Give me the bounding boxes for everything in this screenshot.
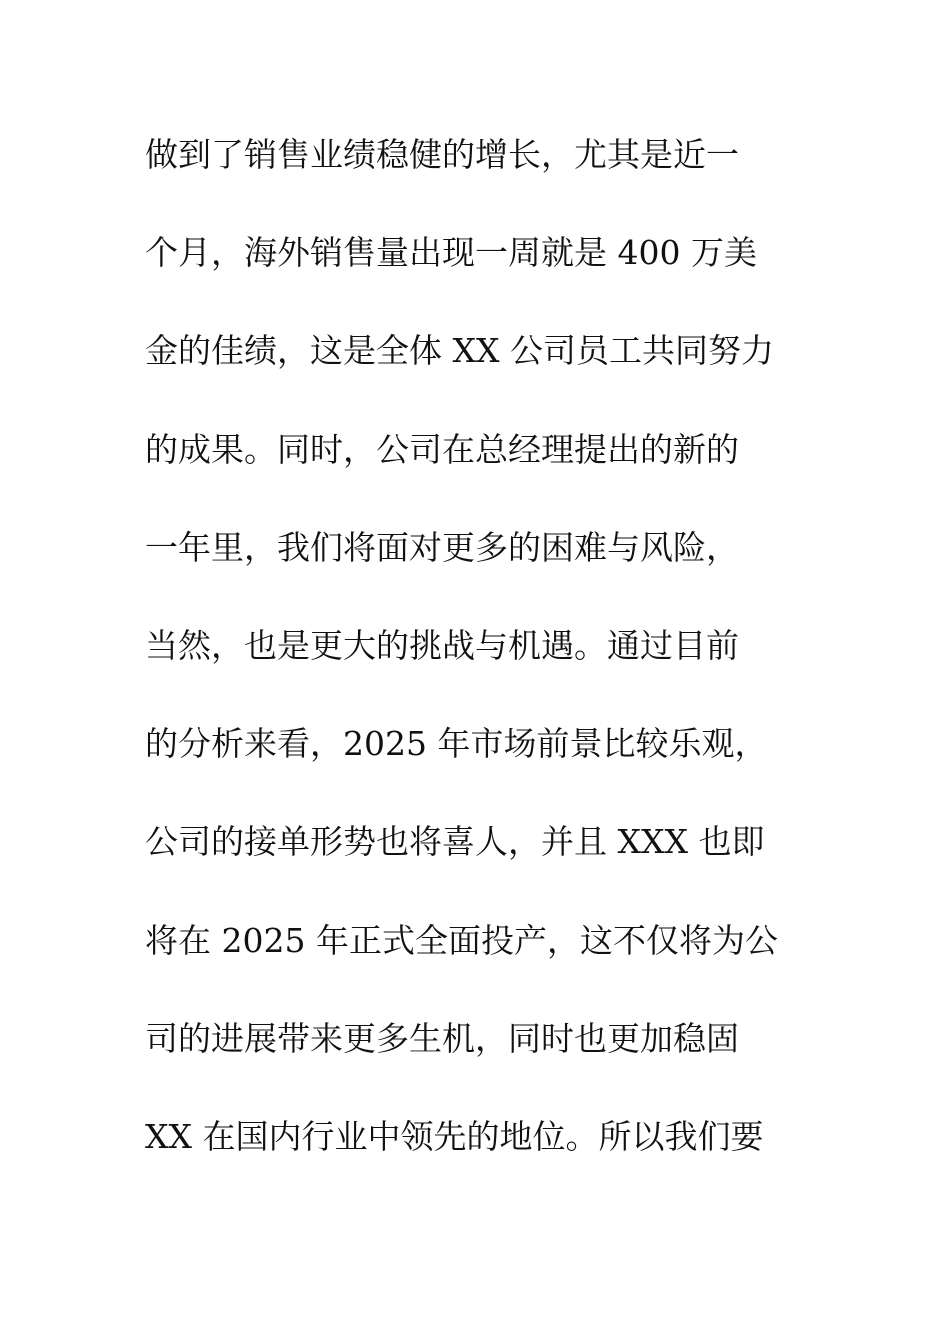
text-line: 公司的接单形势也将喜人，并且 XXX 也即 <box>145 822 765 862</box>
text-line: 一年里，我们将面对更多的困难与风险， <box>145 527 739 567</box>
text-line: 司的进展带来更多生机，同时也更加稳固 <box>145 1018 739 1058</box>
text-line: 金的佳绩，这是全体 XX 公司员工共同努力 <box>145 331 774 371</box>
text-line: 当然，也是更大的挑战与机遇。通过目前 <box>145 625 739 665</box>
text-line: 个月，海外销售量出现一周就是 400 万美 <box>145 233 757 273</box>
body-paragraph <box>145 123 805 1203</box>
text-line: 做到了销售业绩稳健的增长，尤其是近一 <box>145 135 739 174</box>
text-line: 的分析来看，2025 年市场前景比较乐观， <box>145 724 768 764</box>
text-line: XX 在国内行业中领先的地位。所以我们要 <box>145 1116 764 1156</box>
text-line: 将在 2025 年正式全面投产，这不仅将为公 <box>145 920 778 960</box>
text-line: 的成果。同时，公司在总经理提出的新的 <box>145 429 739 469</box>
